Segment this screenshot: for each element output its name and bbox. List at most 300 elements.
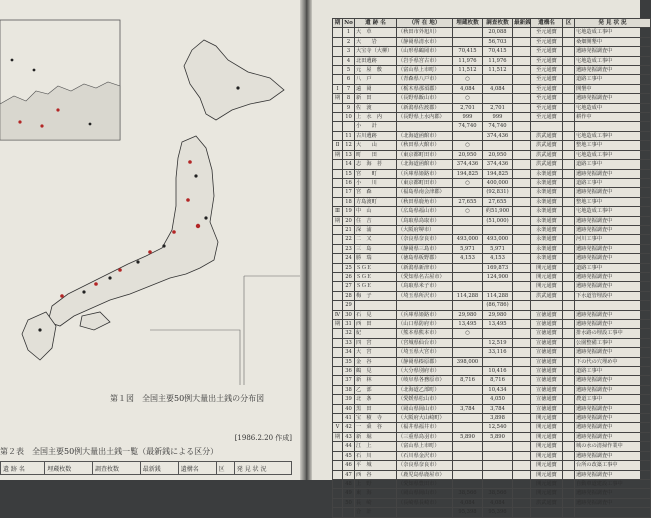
table-cell: 11,976 — [453, 56, 483, 65]
table-cell: 36 — [343, 367, 355, 376]
table-cell — [563, 150, 575, 159]
table-cell: （鳥取県米子市） — [397, 282, 453, 291]
table-row — [333, 479, 651, 488]
table-cell: （奈良県奈良市） — [397, 235, 453, 244]
table-cell: 小 川 — [355, 178, 397, 187]
table-cell: 13,495 — [453, 320, 483, 329]
table-cell: 農道工事中 — [575, 395, 651, 404]
table-cell: （三重県鳥羽市） — [397, 432, 453, 441]
table-cell: 2 — [343, 37, 355, 46]
table-cell: 開元通寶 — [531, 282, 563, 291]
table-cell: 15 — [343, 169, 355, 178]
table-cell: （熊本県熊本市） — [397, 329, 453, 338]
table-cell: 河川工事中 — [575, 235, 651, 244]
figure-caption: 第１図 全国主要50例大量出土銭の分布図 — [110, 394, 265, 403]
find-spot-marker — [18, 120, 21, 123]
table-cell: 493,000 — [453, 235, 483, 244]
table-cell: 永楽通寶 — [531, 244, 563, 253]
table-cell: 宣徳通寶 — [531, 385, 563, 394]
table-cell: 宅地造成中 — [575, 103, 651, 112]
table-cell: 至元通寶 — [531, 103, 563, 112]
table-cell: 至元通寶 — [531, 84, 563, 93]
table-cell: 3,898 — [483, 414, 513, 423]
table-cell — [513, 169, 531, 178]
table-cell: 49 — [343, 489, 355, 498]
table-cell — [333, 56, 343, 65]
table-cell: 23 — [343, 244, 355, 253]
table-cell — [333, 301, 343, 310]
table-cell: 永楽通寶 — [531, 197, 563, 206]
table-cell: 47 — [343, 470, 355, 479]
table-cell: 合 計 — [355, 508, 397, 517]
table-cell: ＳＧＥ — [355, 272, 397, 281]
table-cell: 遺跡発掘調査中 — [575, 254, 651, 263]
table-cell: 方島渡町 — [355, 197, 397, 206]
table-cell: 期 — [333, 320, 343, 329]
table-cell — [513, 461, 531, 470]
table-cell — [563, 141, 575, 150]
table-cell: 40 — [343, 404, 355, 413]
table-cell: 八 戸 — [355, 75, 397, 84]
table-cell: 70,415 — [483, 47, 513, 56]
left-page — [0, 0, 300, 480]
table-cell — [483, 282, 513, 291]
table-row — [333, 291, 651, 300]
table-row — [333, 461, 651, 470]
table-cell: 黒 田 — [355, 404, 397, 413]
table-cell — [397, 301, 453, 310]
table-cell — [513, 367, 531, 376]
table-cell: 18 — [343, 197, 355, 206]
table-cell — [513, 479, 531, 488]
table-cell — [513, 395, 531, 404]
table-cell: 石 見 — [355, 310, 397, 319]
table2-header-cell: 埋蔵枚数 — [45, 462, 93, 475]
table-cell — [563, 169, 575, 178]
table-cell: 5,890 — [483, 432, 513, 441]
table-cell — [513, 385, 531, 394]
table-cell: 宮 森 — [355, 188, 397, 197]
table-cell: ○ — [453, 141, 483, 150]
table-cell: （山口県防府市） — [397, 320, 453, 329]
table-cell: 鶴 見 — [355, 367, 397, 376]
table-row — [333, 385, 651, 394]
find-spot-marker — [11, 59, 14, 62]
table-cell: 34 — [343, 348, 355, 357]
table-cell — [513, 498, 531, 507]
table-cell — [453, 479, 483, 488]
table-cell — [513, 197, 531, 206]
table-cell — [513, 84, 531, 93]
table-row — [333, 207, 651, 216]
table-cell — [563, 225, 575, 234]
table-cell: 古川遺跡 — [355, 131, 397, 140]
table-cell — [563, 470, 575, 479]
table-cell: 小 計 — [355, 122, 397, 131]
table-cell: 遺跡発掘調査中 — [575, 376, 651, 385]
table-cell: 至元通寶 — [531, 75, 563, 84]
table-cell: 開元通寶 — [531, 263, 563, 272]
table-cell: 排水路の埋設工事中 — [575, 329, 651, 338]
table-cell — [333, 28, 343, 37]
table-cell — [333, 489, 343, 498]
table-row — [333, 84, 651, 93]
table-cell: 至元通寶 — [531, 66, 563, 75]
table-cell — [333, 122, 343, 131]
table-cell: 8,716 — [453, 376, 483, 385]
table-cell: 33 — [343, 338, 355, 347]
table-cell: 期 — [333, 94, 343, 103]
table-cell — [513, 291, 531, 300]
table-cell — [453, 188, 483, 197]
table-row — [333, 470, 651, 479]
table-cell — [513, 47, 531, 56]
table-cell: 95,396 — [483, 508, 513, 517]
table-cell: ○ — [453, 94, 483, 103]
table-cell: （秋田市外旭川） — [397, 28, 453, 37]
table-cell: (92,831) — [483, 188, 513, 197]
table-cell: 400,000 — [483, 178, 513, 187]
table-cell: 999 — [453, 113, 483, 122]
table-cell — [513, 113, 531, 122]
table-cell: 遺跡発掘調査中 — [575, 188, 651, 197]
table-cell: 16 — [343, 178, 355, 187]
table-cell: 永楽通寶 — [531, 225, 563, 234]
table-cell — [575, 122, 651, 131]
table-cell — [513, 178, 531, 187]
table-cell: 29 — [343, 301, 355, 310]
table-cell: 493,000 — [483, 235, 513, 244]
table-cell: 遺跡発掘調査中 — [575, 216, 651, 225]
table-cell: 95,398 — [453, 508, 483, 517]
table-cell: 遺跡発掘調査中 — [575, 348, 651, 357]
table-cell: 道路工事中 — [575, 263, 651, 272]
table-cell — [453, 442, 483, 451]
find-spot-marker — [33, 69, 36, 72]
table-cell: 洪武通寶 — [531, 291, 563, 300]
table-cell: （福島県南会津郡） — [397, 188, 453, 197]
table-cell: 住 吉 — [355, 216, 397, 225]
table-cell — [333, 263, 343, 272]
table-cell — [563, 160, 575, 169]
table-cell — [513, 207, 531, 216]
table-cell — [333, 197, 343, 206]
table-row — [333, 254, 651, 263]
table-cell — [483, 357, 513, 366]
table-cell — [513, 150, 531, 159]
table-cell — [333, 338, 343, 347]
table-row — [333, 160, 651, 169]
table-cell: 宣徳通寶 — [531, 320, 563, 329]
table-cell — [513, 489, 531, 498]
table-cell — [563, 301, 575, 310]
table-cell — [563, 131, 575, 140]
table-cell: 西 谷 — [355, 470, 397, 479]
table-cell: 13 — [343, 150, 355, 159]
shikoku-outline — [80, 312, 110, 330]
table-cell: 44 — [343, 442, 355, 451]
table-cell — [563, 376, 575, 385]
table-cell — [333, 508, 343, 517]
table-cell — [483, 141, 513, 150]
table-cell — [513, 301, 531, 310]
table-cell: （静岡県三島市） — [397, 244, 453, 253]
table-cell: 北田遺跡 — [355, 56, 397, 65]
table-cell: （奈良県奈良市） — [397, 461, 453, 470]
header-cell: 調査枚数 — [483, 19, 513, 28]
table-cell: 遺跡発掘調査中 — [575, 423, 651, 432]
table-cell — [563, 103, 575, 112]
table-cell: （愛知県豊田市） — [397, 479, 453, 488]
table-cell: （兵庫県姫路市） — [397, 169, 453, 178]
table-cell: 74,740 — [483, 122, 513, 131]
table-cell — [453, 348, 483, 357]
table-cell — [563, 244, 575, 253]
table-cell: 開元通寶 — [531, 414, 563, 423]
table-cell: （愛媛県松山市） — [397, 395, 453, 404]
table-cell — [333, 225, 343, 234]
table-cell — [333, 376, 343, 385]
table-cell: 38,566 — [483, 489, 513, 498]
table-cell: 町 田 — [355, 150, 397, 159]
table-row — [333, 56, 651, 65]
table-cell: 整地工事中 — [575, 197, 651, 206]
table-cell: 5,971 — [453, 244, 483, 253]
table-body — [333, 28, 651, 517]
table-cell — [563, 367, 575, 376]
table-cell: 374,436 — [453, 160, 483, 169]
table-row — [333, 451, 651, 460]
table-cell: 194,825 — [483, 169, 513, 178]
table-cell: 3 — [343, 47, 355, 56]
table-cell: 金 谷 — [355, 357, 397, 366]
table-cell — [513, 244, 531, 253]
table-cell: 至元通寶 — [531, 113, 563, 122]
table-cell: 永楽通寶 — [531, 254, 563, 263]
table-row — [333, 329, 651, 338]
table-cell: 宣徳通寶 — [531, 367, 563, 376]
table-cell: 遺跡発掘調査中 — [575, 498, 651, 507]
table-row — [333, 432, 651, 441]
table-cell: 9 — [343, 103, 355, 112]
table-cell — [563, 37, 575, 46]
table-cell: 11 — [343, 131, 355, 140]
table-cell: 平 城 — [355, 461, 397, 470]
table-row — [333, 404, 651, 413]
table-cell — [513, 188, 531, 197]
table-cell — [333, 131, 343, 140]
table-cell — [531, 122, 563, 131]
table-cell: 東 海 — [355, 489, 397, 498]
table-cell: 遺跡発掘調査中 — [575, 282, 651, 291]
table-cell — [563, 47, 575, 56]
table-cell: 永楽通寶 — [531, 207, 563, 216]
table-cell — [333, 329, 343, 338]
table-cell: 遺跡発掘調査中 — [575, 47, 651, 56]
table-cell: 紀 — [355, 329, 397, 338]
table-cell: 4,084 — [453, 84, 483, 93]
table-cell: 35 — [343, 357, 355, 366]
table-cell: （青森県八戸市） — [397, 75, 453, 84]
table-cell — [483, 442, 513, 451]
table-row — [333, 150, 651, 159]
table-cell — [453, 423, 483, 432]
table-cell — [333, 178, 343, 187]
table-cell: 8 — [343, 94, 355, 103]
table-cell: 13,495 — [483, 320, 513, 329]
table-cell — [333, 254, 343, 263]
table-cell: 遠 岡 — [355, 84, 397, 93]
table-cell — [513, 423, 531, 432]
find-spot-marker — [89, 123, 92, 126]
table-cell — [563, 28, 575, 37]
table-cell: 2,701 — [453, 103, 483, 112]
table-row — [333, 442, 651, 451]
table-cell — [563, 432, 575, 441]
table-cell: （鹿児島県鹿屋市） — [397, 470, 453, 479]
table-row — [333, 395, 651, 404]
table-cell: 西 田 — [355, 320, 397, 329]
table-cell: 乙 部 — [355, 385, 397, 394]
table-cell: （福井県福井市） — [397, 423, 453, 432]
table-cell — [513, 376, 531, 385]
table-cell — [563, 207, 575, 216]
table-row — [333, 131, 651, 140]
table-cell: 5,890 — [453, 432, 483, 441]
table-cell: ○ — [453, 207, 483, 216]
table-row — [333, 188, 651, 197]
table-cell: 至元通寶 — [531, 47, 563, 56]
table-cell: 新 林 — [355, 376, 397, 385]
table-cell — [513, 272, 531, 281]
table-cell: 開元通寶 — [531, 272, 563, 281]
table-cell — [513, 470, 531, 479]
table-cell — [563, 235, 575, 244]
table-cell — [563, 197, 575, 206]
table-cell: 公園整備工事中 — [575, 338, 651, 347]
table-cell: 4 — [343, 56, 355, 65]
table-cell — [513, 37, 531, 46]
table2-header-cell: 発 見 状 況 — [234, 462, 291, 475]
table-cell: 遺跡発掘調査中 — [575, 244, 651, 253]
table-cell — [453, 263, 483, 272]
inset-landmass — [0, 82, 120, 140]
table-cell: 宅地造成工事中 — [575, 28, 651, 37]
table-cell: 5,971 — [483, 244, 513, 253]
table-cell: 4,153 — [453, 254, 483, 263]
table-cell — [453, 451, 483, 460]
table-cell: 12,519 — [483, 338, 513, 347]
table-cell — [483, 94, 513, 103]
table-cell — [563, 451, 575, 460]
table-cell — [513, 160, 531, 169]
table-cell: 宣徳通寶 — [531, 395, 563, 404]
table-row — [333, 272, 651, 281]
table-cell — [333, 451, 343, 460]
table-cell — [513, 451, 531, 460]
table-cell — [453, 461, 483, 470]
table-cell: （大分県別府市） — [397, 367, 453, 376]
table-cell: 27,655 — [453, 197, 483, 206]
table-row — [333, 376, 651, 385]
table-cell: 整地工事中 — [575, 141, 651, 150]
table-cell: 四 宮 — [355, 338, 397, 347]
table-cell: （東京都町田市） — [397, 150, 453, 159]
table-cell — [333, 348, 343, 357]
table-cell — [563, 329, 575, 338]
table-cell: ○ — [453, 178, 483, 187]
table-cell — [563, 320, 575, 329]
table-cell: 20 — [343, 216, 355, 225]
table-cell — [563, 66, 575, 75]
table-cell: 11,976 — [483, 56, 513, 65]
table-cell — [575, 508, 651, 517]
table-cell: （東京都町田市） — [397, 178, 453, 187]
table-cell: （愛知県名古屋市） — [397, 272, 453, 281]
table-cell — [563, 338, 575, 347]
table-cell — [563, 122, 575, 131]
table-cell: （静岡県清水市） — [397, 37, 453, 46]
table-cell: 開元通寶 — [531, 442, 563, 451]
table-cell: 元 屋 敷 — [355, 66, 397, 75]
table-cell: ＳＧＥ — [355, 263, 397, 272]
table-cell — [343, 508, 355, 517]
table-cell — [483, 225, 513, 234]
table-cell — [513, 508, 531, 517]
right-page — [312, 0, 640, 516]
table-cell — [563, 75, 575, 84]
table-cell: 10,434 — [483, 385, 513, 394]
table2-header-cell: 最新銭 — [140, 462, 178, 475]
table-cell: 上 水 内 — [355, 113, 397, 122]
table-row — [333, 169, 651, 178]
table-cell: 永楽通寶 — [531, 216, 563, 225]
table-cell: 4,050 — [483, 395, 513, 404]
table-cell: 遺跡発掘調査中 — [575, 470, 651, 479]
table-cell: （岐阜県各務原市） — [397, 376, 453, 385]
table2 — [0, 461, 292, 475]
table-cell: 大宝寺（大柳） — [355, 47, 397, 56]
find-spot-marker — [40, 124, 43, 127]
table-cell: （岩手県宮古市） — [397, 56, 453, 65]
table-cell: 374,436 — [483, 131, 513, 140]
table-cell: （栃木県那須郡） — [397, 84, 453, 93]
table-cell — [563, 423, 575, 432]
okinawa-inset-frame — [150, 276, 300, 385]
table-cell: 至元通寶 — [531, 37, 563, 46]
table-row — [333, 37, 651, 46]
table-cell: 遺跡発掘調査中 — [575, 320, 651, 329]
table-cell — [513, 282, 531, 291]
table-cell — [563, 498, 575, 507]
table-cell: （北海道函館市） — [397, 131, 453, 140]
table-cell: 開元通寶 — [531, 479, 563, 488]
table-cell — [513, 329, 531, 338]
table-cell: 遺跡発掘調査中 — [575, 66, 651, 75]
table-cell: 宣徳通寶 — [531, 329, 563, 338]
table-cell: （広島県福山市） — [397, 207, 453, 216]
table-cell — [563, 113, 575, 122]
table-cell — [453, 470, 483, 479]
table-row — [333, 197, 651, 206]
table-cell: （秋田県大館市） — [397, 141, 453, 150]
table-cell: 48 — [343, 479, 355, 488]
kyushu-outline — [22, 312, 56, 360]
table2-header-cell: 調査枚数 — [92, 462, 140, 475]
table-row — [333, 225, 651, 234]
table-cell — [513, 263, 531, 272]
table-cell: 至元通寶 — [531, 28, 563, 37]
